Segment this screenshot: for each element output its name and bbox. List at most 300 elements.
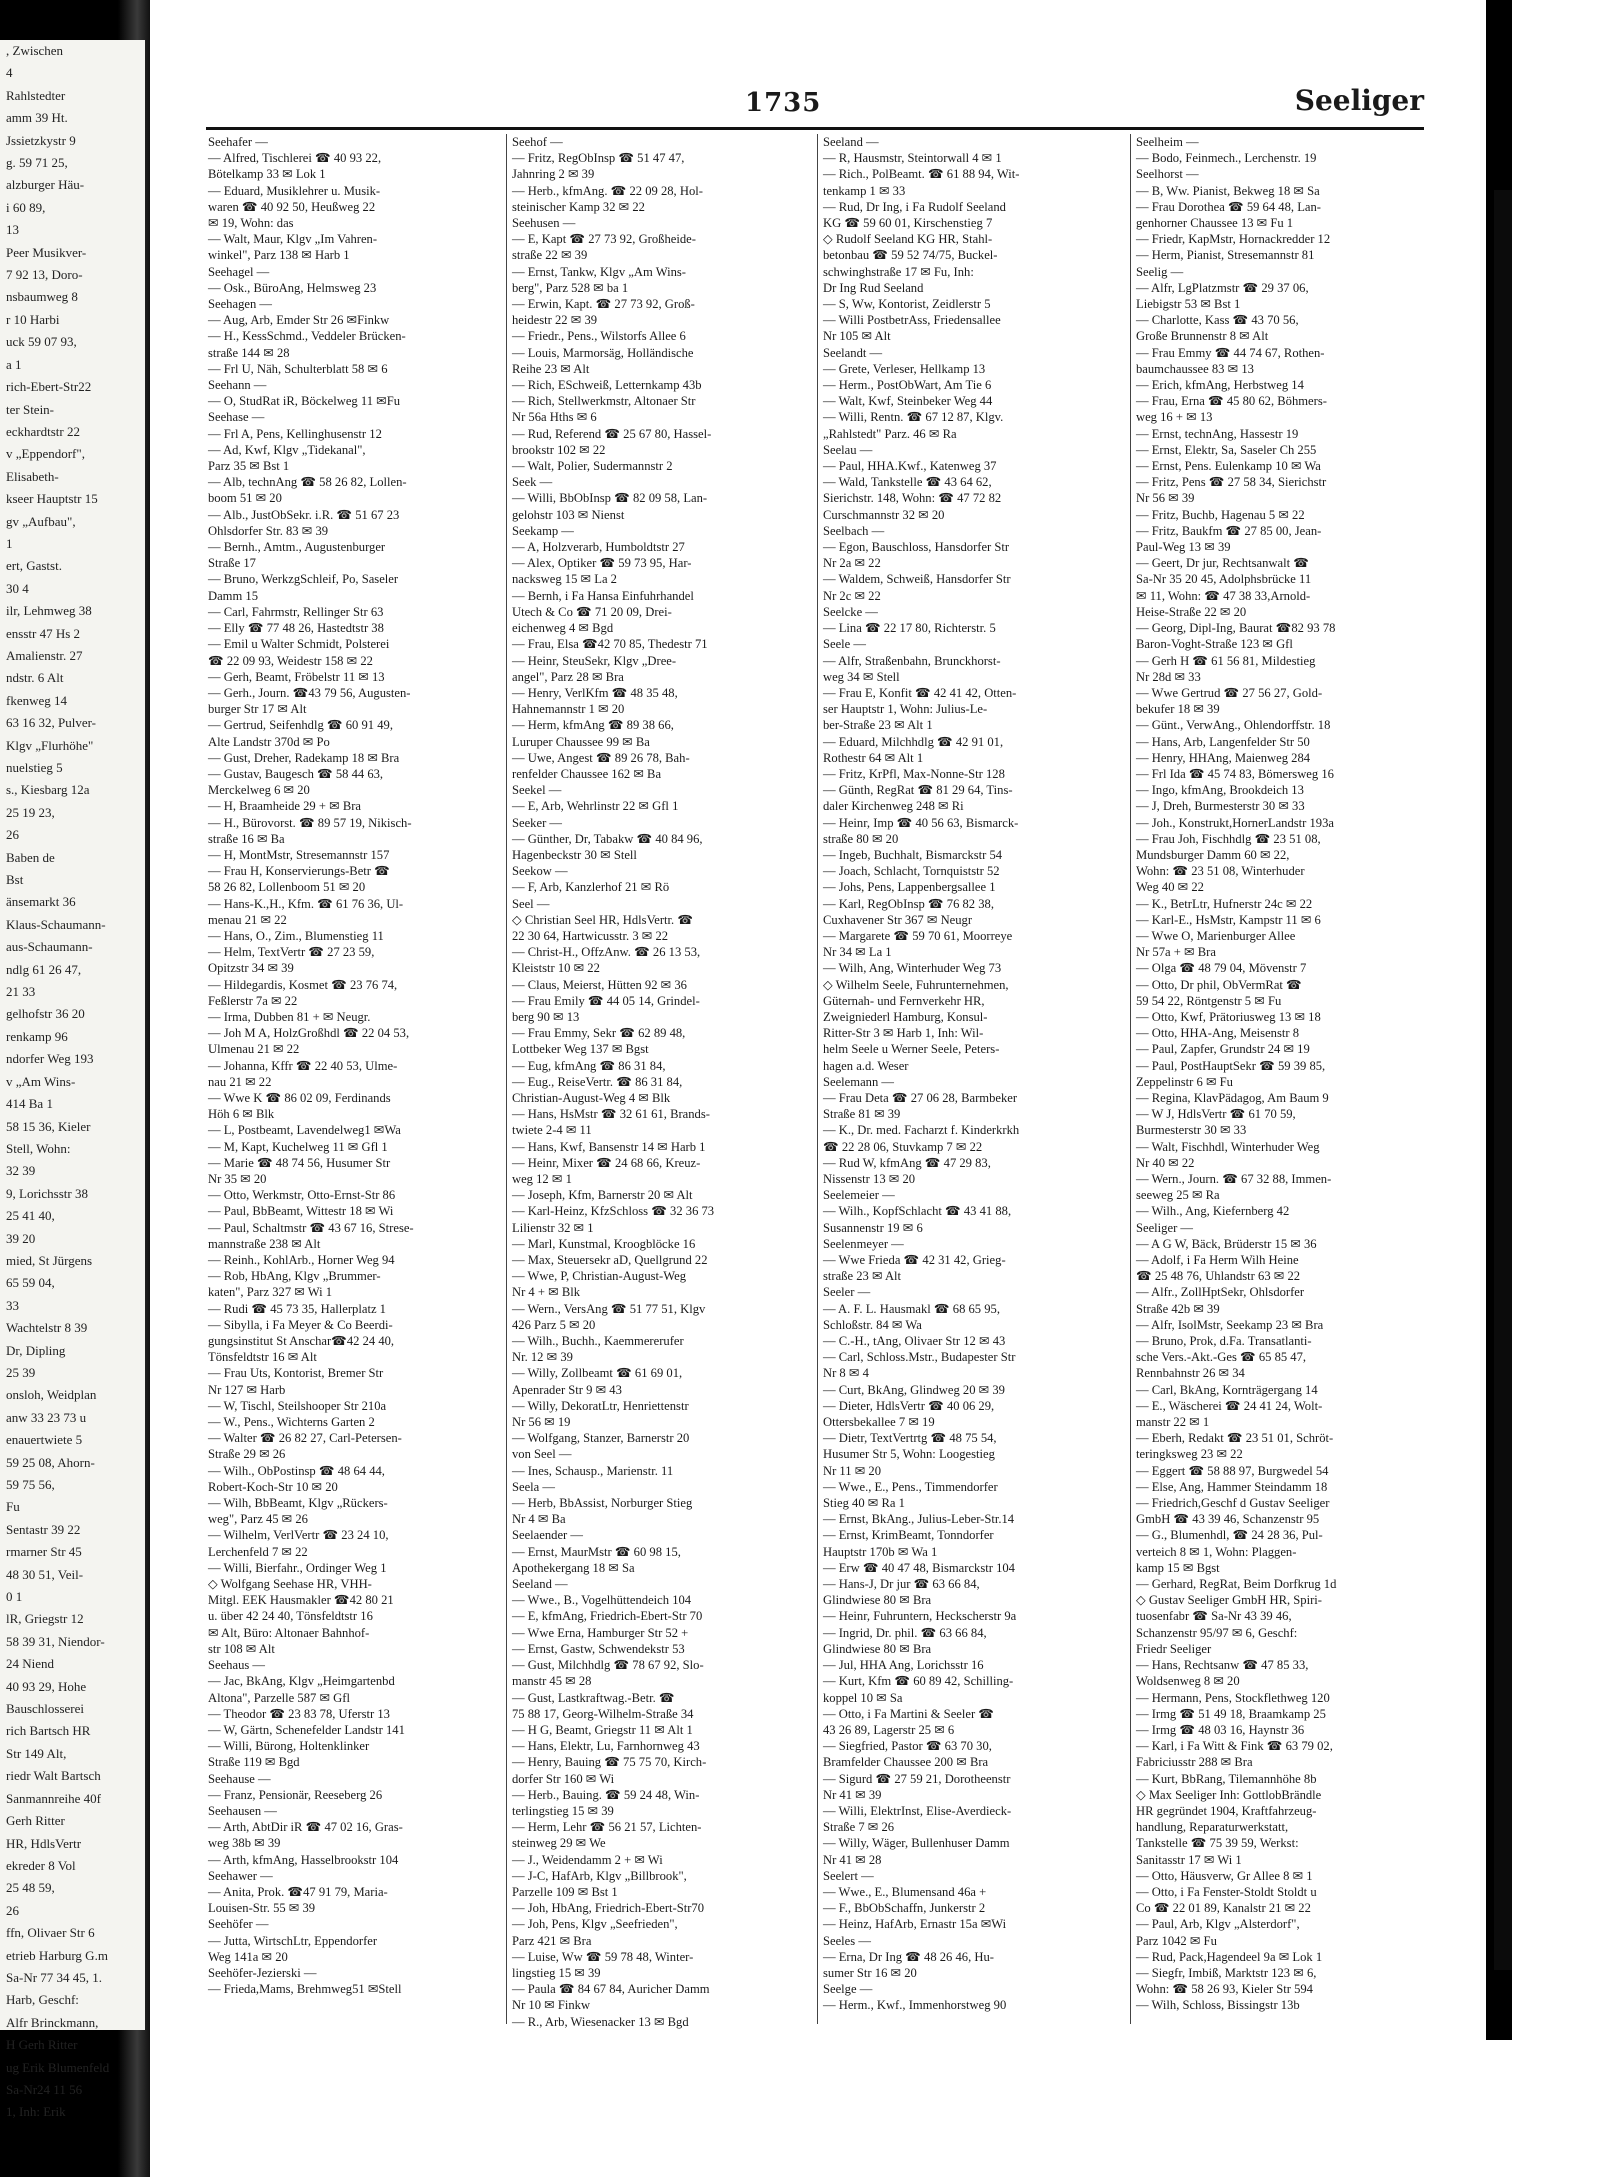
directory-entry: — Marie ☎ 48 74 56, Husumer Str — [208, 1155, 391, 1170]
fragment-line: gelhofstr 36 20 — [6, 1006, 85, 1022]
directory-entry: — E, kfmAng, Friedrich-Ebert-Str 70 — [512, 1609, 703, 1624]
directory-entry: — E, Kapt ☎ 27 73 92, Großheide- — [512, 232, 696, 247]
column-1 — [208, 134, 500, 2024]
fragment-line: amm 39 Ht. — [6, 110, 68, 126]
directory-entry: — Hildegardis, Kosmet ☎ 23 76 74, — [208, 977, 398, 992]
directory-entry: Tankstelle ☎ 75 39 59, Werkst: — [1136, 1836, 1299, 1851]
directory-entry: — Ingeb, Buchhalt, Bismarckstr 54 — [823, 847, 1003, 862]
directory-entry: 75 88 17, Georg-Wilhelm-Straße 34 — [512, 1706, 694, 1721]
fragment-line: 63 16 32, Pulver- — [6, 715, 97, 731]
fragment-line: 26 — [6, 827, 19, 843]
directory-entry: Utech & Co ☎ 71 20 09, Drei- — [512, 604, 672, 619]
directory-entry: straße 80 ✉ 20 — [823, 831, 899, 846]
fragment-line: HR, HdlsVertr — [6, 1835, 82, 1851]
fragment-line: 24 Niend — [6, 1656, 55, 1672]
directory-entry: — Wwe Erna, Hamburger Str 52 + — [512, 1625, 689, 1640]
directory-entry: — Herm, Pianist, Stresemannstr 81 — [1136, 248, 1315, 263]
fragment-line: Klgv „Flurhöhe" — [6, 737, 94, 753]
fragment-line: Sanmannreihe 40f — [6, 1790, 101, 1806]
directory-entry: Große Brunnenstr 8 ✉ Alt — [1136, 329, 1269, 344]
directory-entry: — Dieter, HdlsVertr ☎ 40 06 29, — [823, 1398, 995, 1413]
directory-entry: Seele — — [823, 637, 867, 652]
page-number: 1735 — [745, 88, 822, 118]
directory-entry: — Wald, Tankstelle ☎ 43 64 62, — [823, 475, 992, 490]
directory-entry: Seelhorst — — [1136, 167, 1199, 182]
scan-right-edge — [1486, 0, 1600, 2177]
directory-entry: — Heinz, HafArb, Ernastr 15a ✉Wi — [823, 1917, 1007, 1932]
directory-entry: Parzelle 109 ✉ Bst 1 — [512, 1884, 618, 1899]
fragment-line: Str 149 Alt, — [6, 1745, 67, 1761]
fragment-line: Fu — [6, 1499, 20, 1515]
directory-entry: Lottbeker Weg 137 ✉ Bgst — [512, 1042, 649, 1057]
fragment-line: 40 93 29, Hohe — [6, 1678, 87, 1694]
directory-entry: ✉ 19, Wohn: das — [208, 216, 294, 231]
fragment-line: rich-Ebert-Str22 — [6, 379, 92, 395]
directory-entry: — Claus, Meierst, Hütten 92 ✉ 36 — [512, 977, 687, 992]
fragment-line: mied, St Jürgens — [6, 1252, 93, 1268]
directory-entry: — Franz, Pensionär, Reeseberg 26 — [208, 1787, 383, 1802]
directory-entry: Seehöfer-Jezierski — — [208, 1965, 317, 1980]
directory-entry: — Carl, BkAng, Kornträgergang 14 — [1136, 1382, 1318, 1397]
directory-entry: — Wilh., KopfSchlacht ☎ 43 41 88, — [823, 1204, 1012, 1219]
directory-entry: — Uwe, Angest ☎ 89 26 78, Bah- — [512, 750, 690, 765]
fragment-line: r 10 Harbi — [6, 311, 60, 327]
directory-entry: — Alb., JustObSekr. i.R. ☎ 51 67 23 — [208, 507, 400, 522]
directory-entry: — Rud, Dr Ing, i Fa Rudolf Seeland — [823, 199, 1006, 214]
fragment-line: Bauschlosserei — [6, 1701, 84, 1717]
directory-entry: — Arth, kfmAng, Hasselbrookstr 104 — [208, 1852, 399, 1867]
directory-entry: Höh 6 ✉ Blk — [208, 1107, 275, 1122]
directory-entry: hagen a.d. Weser — [823, 1058, 909, 1073]
directory-entry: — Frau Emmy ☎ 44 74 67, Rothen- — [1136, 345, 1325, 360]
fragment-line: änsemarkt 36 — [6, 894, 76, 910]
directory-entry: — Wwe Gertrud ☎ 27 56 27, Gold- — [1136, 685, 1323, 700]
directory-entry: — Gerhard, RegRat, Beim Dorfkrug 1d — [1136, 1577, 1337, 1592]
directory-entry: — Wwe., E., Pens., Timmendorfer — [823, 1479, 998, 1494]
directory-entry: ✉ 11, Wohn: ☎ 47 38 33,Arnold- — [1136, 588, 1311, 603]
directory-entry: — Rud, Referend ☎ 25 67 80, Hassel- — [512, 426, 712, 441]
directory-entry: Seeker — — [512, 815, 563, 830]
directory-entry: — Karl, RegObInsp ☎ 76 82 38, — [823, 896, 994, 911]
directory-entry: Seelaender — — [512, 1528, 583, 1543]
directory-entry: — Emil u Walter Schmidt, Polsterei — [208, 637, 390, 652]
directory-entry: Seehof — — [512, 135, 563, 149]
directory-entry: — Henry, VerlKfm ☎ 48 35 48, — [512, 685, 678, 700]
directory-entry: Woldsenweg 8 ✉ 20 — [1136, 1674, 1240, 1689]
fragment-line: Elisabeth- — [6, 468, 59, 484]
directory-entry: — Aug, Arb, Emder Str 26 ✉Finkw — [208, 313, 390, 328]
fragment-line: v „Eppendorf", — [6, 446, 85, 462]
directory-entry: Parz 1042 ✉ Fu — [1136, 1933, 1217, 1948]
directory-entry: — Hans, HsMstr ☎ 32 61 61, Brands- — [512, 1107, 710, 1122]
directory-entry: — Rud, Pack,Hagendeel 9a ✉ Lok 1 — [1136, 1949, 1323, 1964]
directory-entry: — Ines, Schausp., Marienstr. 11 — [512, 1463, 674, 1478]
directory-entry: — Hans, Elektr, Lu, Farnhornweg 43 — [512, 1739, 700, 1754]
directory-entry: — Wwe O, Marienburger Allee — [1136, 928, 1296, 943]
directory-entry: — Wilhelm, VerlVertr ☎ 23 24 10, — [208, 1528, 389, 1543]
directory-entry: Glindwiese 80 ✉ Bra — [823, 1641, 932, 1656]
directory-entry: Seekel — — [512, 783, 562, 798]
directory-entry: Nr 127 ✉ Harb — [208, 1382, 286, 1397]
directory-entry: — Otto, i Fa Martini & Seeler ☎ — [823, 1706, 994, 1721]
directory-entry: Seehusen — — [512, 216, 576, 231]
directory-entry: — Herm., PostObWart, Am Tie 6 — [823, 378, 992, 393]
directory-entry: Feßlerstr 7a ✉ 22 — [208, 993, 298, 1008]
directory-entry: — Frau Joh, Fischhdlg ☎ 23 51 08, — [1136, 831, 1321, 846]
directory-entry: Nr 56 ✉ 39 — [1136, 491, 1195, 506]
directory-entry: Seelert — — [823, 1868, 874, 1883]
fragment-line: ter Stein- — [6, 401, 55, 417]
directory-entry: — Heinr, SteuSekr, Klgv „Dree- — [512, 653, 677, 668]
directory-entry: Seeland — — [823, 135, 879, 149]
directory-entry: Seehausen — — [208, 1803, 277, 1818]
directory-entry: Nr 4 + ✉ Blk — [512, 1285, 581, 1300]
directory-entry: winkel", Parz 138 ✉ Harb 1 — [208, 248, 350, 263]
directory-entry: Ottersbekallee 7 ✉ 19 — [823, 1415, 935, 1430]
directory-entry: Sa-Nr 35 20 45, Adolphsbrücke 11 — [1136, 572, 1312, 587]
fragment-line: onsloh, Weidplan — [6, 1387, 97, 1403]
fragment-line: eckhardtstr 22 — [6, 423, 81, 439]
directory-entry: — Kurt, Kfm ☎ 60 89 42, Schilling- — [823, 1674, 1014, 1689]
column-divider — [817, 134, 818, 2024]
directory-entry: — Bodo, Feinmech., Lerchenstr. 19 — [1136, 151, 1317, 166]
directory-entry: — K., BetrLtr, Hufnerstr 24c ✉ 22 — [1136, 896, 1313, 911]
fragment-line: ensstr 47 Hs 2 — [6, 625, 81, 641]
directory-entry: — Karl, i Fa Witt & Fink ☎ 63 79 02, — [1136, 1739, 1333, 1754]
directory-entry: — Willy, Wäger, Bullenhuser Damm — [823, 1836, 1010, 1851]
directory-entry: — Eduard, Musiklehrer u. Musik- — [208, 183, 381, 198]
directory-entry: Apothekergang 18 ✉ Sa — [512, 1560, 635, 1575]
directory-entry: — Eggert ☎ 58 88 97, Burgwedel 54 — [1136, 1463, 1329, 1478]
directory-entry: Seelbach — — [823, 523, 885, 538]
directory-entry: — Reinh., KohlArb., Horner Weg 94 — [208, 1253, 395, 1268]
directory-entry: Nr 40 ✉ 22 — [1136, 1155, 1195, 1170]
fragment-line: aus-Schaumann- — [6, 939, 93, 955]
directory-entry: bekufer 18 ✉ 39 — [1136, 702, 1220, 717]
directory-entry: — Wern., Journ. ☎ 67 32 88, Immen- — [1136, 1172, 1332, 1186]
directory-entry: — Bruno, WerkzgSchleif, Po, Saseler — [208, 572, 399, 587]
directory-entry: Wohn: ☎ 23 51 08, Winterhuder — [1136, 864, 1305, 879]
fragment-line: gv „Aufbau", — [6, 513, 76, 529]
directory-entry: — Waldem, Schweiß, Hansdorfer Str — [823, 572, 1011, 587]
directory-entry: — Hans-J, Dr jur ☎ 63 66 84, — [823, 1577, 980, 1592]
directory-entry: — Erna, Dr Ing ☎ 48 26 46, Hu- — [823, 1949, 994, 1964]
fragment-line: riedr Walt Bartsch — [6, 1768, 101, 1784]
fragment-line: 25 39 — [6, 1364, 36, 1380]
directory-entry: — Walt, Kwf, Steinbeker Weg 44 — [823, 394, 993, 409]
directory-entry: — Hans-K.,H., Kfm. ☎ 61 76 36, Ul- — [208, 896, 404, 911]
fragment-line: ekreder 8 Vol — [6, 1857, 76, 1873]
directory-entry: — H., KessSchmd., Veddeler Brücken- — [208, 329, 406, 344]
fragment-line: 39 20 — [6, 1230, 36, 1246]
fragment-line: Sentastr 39 22 — [6, 1521, 81, 1537]
directory-entry: straße 22 ✉ 39 — [512, 248, 588, 263]
directory-entry: — Johs, Pens, Lappenbergsallee 1 — [823, 880, 996, 895]
directory-entry: — Wilh, Schloss, Bissingstr 13b — [1136, 1998, 1300, 2013]
directory-entry: mannstraße 238 ✉ Alt — [208, 1236, 321, 1251]
directory-entry: — Friedr., Pens., Wilstorfs Allee 6 — [512, 329, 686, 344]
fragment-line: 33 — [6, 1297, 19, 1313]
directory-entry: — Hermann, Pens, Stockflethweg 120 — [1136, 1690, 1330, 1705]
directory-entry: Zweigniederl Hamburg, Konsul- — [823, 1009, 988, 1024]
directory-entry: Robert-Koch-Str 10 ✉ 20 — [208, 1479, 338, 1494]
directory-entry: — M, Kapt, Kuchelweg 11 ✉ Gfl 1 — [208, 1139, 388, 1154]
directory-entry: — Ernst, technAng, Hassestr 19 — [1136, 426, 1299, 441]
directory-entry: — Rob, HbAng, Klgv „Brummer- — [208, 1269, 381, 1284]
directory-entry: — Friedrich,Geschf d Gustav Seeliger — [1136, 1496, 1330, 1511]
directory-entry: — H, MontMstr, Stresemannstr 157 — [208, 847, 390, 862]
directory-entry: — W, Gärtn, Schenefelder Landstr 141 — [208, 1722, 405, 1737]
directory-entry: berg", Parz 528 ✉ ba 1 — [512, 280, 629, 295]
fragment-line: ilr, Lehmweg 38 — [6, 603, 92, 619]
directory-entry: — W J, HdlsVertr ☎ 61 70 59, — [1136, 1107, 1296, 1122]
fragment-line: 9, Lorichsstr 38 — [6, 1185, 88, 1201]
directory-entry: Seeland — — [512, 1577, 568, 1592]
directory-entry: Burmesterstr 30 ✉ 33 — [1136, 1123, 1247, 1138]
directory-entry: — Georg, Dipl-Ing, Baurat ☎82 93 78 — [1136, 621, 1336, 636]
fragment-line: Sa-Nr 77 34 45, 1. — [6, 1969, 103, 1985]
directory-entry: — Paul, HHA.Kwf., Katenweg 37 — [823, 459, 997, 474]
fragment-line: , Zwischen — [6, 43, 64, 58]
fragment-line: rich Bartsch HR — [6, 1723, 91, 1739]
directory-entry: — Geert, Dr jur, Rechtsanwalt ☎ — [1136, 556, 1309, 571]
directory-entry: Seehagen — — [208, 297, 272, 312]
directory-entry: — Alex, Optiker ☎ 59 73 95, Har- — [512, 556, 692, 571]
fragment-line: Bst — [6, 872, 24, 888]
directory-entry: — Johanna, Kffr ☎ 22 40 53, Ulme- — [208, 1058, 398, 1073]
directory-entry: — Luise, Ww ☎ 59 78 48, Winter- — [512, 1949, 694, 1964]
directory-entry: Straße 81 ✉ 39 — [823, 1107, 901, 1122]
column-divider — [1130, 134, 1131, 2024]
directory-entry: Nr 41 ✉ 39 — [823, 1787, 882, 1802]
directory-entry: Louisen-Str. 55 ✉ 39 — [208, 1901, 316, 1916]
directory-entry: — Alfr., ZollHptSekr, Ohlsdorfer — [1136, 1285, 1305, 1300]
directory-entry: — Lina ☎ 22 17 80, Richterstr. 5 — [823, 621, 996, 636]
directory-entry: angel", Parz 28 ✉ Bra — [512, 669, 624, 684]
directory-entry: Dr Ing Rud Seeland — [823, 280, 924, 295]
directory-entry: Seehann — — [208, 378, 267, 393]
fragment-line: ffn, Olivaer Str 6 — [6, 1925, 95, 1941]
directory-entry: Jahnring 2 ✉ 39 — [512, 167, 595, 182]
directory-entry: Reihe 23 ✉ Alt — [512, 361, 590, 376]
directory-entry: eichenweg 4 ✉ Bgd — [512, 621, 614, 636]
directory-entry: — Walt, Maur, Klgv „Im Vahren- — [208, 232, 378, 247]
directory-entry: — Ingrid, Dr. phil. ☎ 63 66 84, — [823, 1625, 987, 1640]
directory-entry: — Helm, TextVertr ☎ 27 23 59, — [208, 945, 375, 960]
directory-entry: — Willy, Zollbeamt ☎ 61 69 01, — [512, 1366, 683, 1381]
directory-entry: ◇ Christian Seel HR, HdlsVertr. ☎ — [512, 912, 694, 927]
directory-entry: — Alfr, Straßenbahn, Brunckhorst- — [823, 653, 1001, 668]
directory-entry: ◇ Rudolf Seeland KG HR, Stahl- — [823, 232, 993, 247]
directory-entry: Nissenstr 13 ✉ 20 — [823, 1172, 916, 1186]
directory-entry: renfelder Chaussee 162 ✉ Ba — [512, 766, 662, 781]
directory-entry: — Ernst, Pens. Eulenkamp 10 ✉ Wa — [1136, 459, 1321, 474]
fragment-line: 26 — [6, 1902, 19, 1918]
directory-entry: Fabriciusstr 288 ✉ Bra — [1136, 1755, 1253, 1770]
directory-entry: Sierichstr. 148, Wohn: ☎ 47 72 82 — [823, 491, 1002, 506]
fragment-line: nuelstieg 5 — [6, 760, 63, 775]
directory-entry: — Elly ☎ 77 48 26, Hastedtstr 38 — [208, 621, 384, 636]
fragment-line: 7 92 13, Doro- — [6, 267, 83, 283]
directory-entry: — Anita, Prok. ☎47 91 79, Maria- — [208, 1884, 388, 1899]
directory-entry: — Friedr, KapMstr, Hornackredder 12 — [1136, 232, 1331, 247]
directory-entry: — Alb, technAng ☎ 58 26 82, Lollen- — [208, 475, 407, 490]
directory-entry: — Else, Ang, Hammer Steindamm 18 — [1136, 1479, 1328, 1494]
directory-entry: — Karl-Heinz, KfzSchloss ☎ 32 36 73 — [512, 1204, 715, 1219]
directory-entry: Seehause — — [208, 1771, 271, 1786]
directory-entry: — Otto, Dr phil, ObVermRat ☎ — [1136, 977, 1302, 992]
directory-entry: — Otto, HHA-Ang, Meisenstr 8 — [1136, 1026, 1300, 1041]
directory-entry: — Gust, Milchhdlg ☎ 78 67 92, Slo- — [512, 1658, 704, 1673]
directory-entry: — Fritz, KrPfl, Max-Nonne-Str 128 — [823, 766, 1005, 781]
directory-entry: — Eduard, Milchhdlg ☎ 42 91 01, — [823, 734, 1004, 749]
directory-entry: — Joach, Schlacht, Tornquiststr 52 — [823, 864, 1000, 879]
directory-entry: — Olga ☎ 48 79 04, Mövenstr 7 — [1136, 961, 1307, 976]
directory-entry: Nr 28d ✉ 33 — [1136, 669, 1201, 684]
directory-entry: Seeles — — [823, 1933, 871, 1948]
fragment-line: rmarner Str 45 — [6, 1544, 82, 1560]
directory-entry: straße 16 ✉ Ba — [208, 831, 285, 846]
fragment-line: 59 25 08, Ahorn- — [6, 1454, 95, 1470]
directory-entry: — E., Wäscherei ☎ 24 41 24, Wolt- — [1136, 1398, 1323, 1413]
directory-entry: — Eberh, Redakt ☎ 23 51 01, Schröt- — [1136, 1431, 1334, 1446]
directory-entry: — Ernst, MaurMstr ☎ 60 98 15, — [512, 1544, 681, 1559]
directory-entry: — Willi, Bierfahr., Ordinger Weg 1 — [208, 1560, 387, 1575]
directory-entry: weg", Parz 45 ✉ 26 — [208, 1512, 308, 1527]
directory-entry: ber-Straße 23 ✉ Alt 1 — [823, 718, 933, 733]
directory-entry: Rennbahnstr 26 ✉ 34 — [1136, 1366, 1245, 1381]
directory-entry: — Willi PostbetrAss, Friedensallee — [823, 313, 1001, 328]
directory-entry: Nr 57a + ✉ Bra — [1136, 945, 1216, 960]
directory-entry: — Wilh, Ang, Winterhuder Weg 73 — [823, 961, 1002, 976]
fragment-line: 25 41 40, — [6, 1208, 55, 1224]
directory-entry: Seek — — [512, 475, 553, 490]
directory-entry: — Walter ☎ 26 82 27, Carl-Petersen- — [208, 1431, 402, 1446]
directory-entry: — Günth, RegRat ☎ 81 29 64, Tins- — [823, 783, 1013, 798]
directory-entry: — E, Arb, Wehrlinstr 22 ✉ Gfl 1 — [512, 799, 679, 814]
directory-entry: — Frau Uts, Kontorist, Bremer Str — [208, 1366, 384, 1381]
directory-entry: — Hans, Rechtsanw ☎ 47 85 33, — [1136, 1658, 1309, 1673]
directory-entry: Nr 2a ✉ 22 — [823, 556, 881, 571]
directory-entry: — F, Arb, Kanzlerhof 21 ✉ Rö — [512, 880, 670, 895]
directory-entry: — Herm, kfmAng ☎ 89 38 66, — [512, 718, 674, 733]
directory-entry: Kleiststr 10 ✉ 22 — [512, 961, 600, 976]
directory-entry: twiete 2-4 ✉ 11 — [512, 1123, 592, 1138]
directory-entry: — Eug., ReiseVertr. ☎ 86 31 84, — [512, 1074, 683, 1089]
fragment-line: Baben de — [6, 849, 55, 865]
directory-entry: Seelheim — — [1136, 135, 1199, 149]
fragment-line: Sa-Nr24 11 56 — [6, 2081, 83, 2097]
directory-entry: — Otto, i Fa Fenster-Stoldt Stoldt u — [1136, 1884, 1317, 1899]
directory-entry: Tönsfeldtstr 16 ✉ Alt — [208, 1350, 317, 1365]
directory-entry: — L, Postbeamt, Lavendelweg1 ✉Wa — [208, 1123, 401, 1138]
directory-entry: — Rich, Stellwerkmstr, Altonaer Str — [512, 394, 696, 409]
fragment-line: fkenweg 14 — [6, 692, 68, 708]
directory-entry: — Ad, Kwf, Klgv „Tidekanal", — [208, 442, 366, 457]
fragment-line: Gerh Ritter — [6, 1813, 65, 1829]
directory-entry: Seelenmeyer — — [823, 1236, 904, 1251]
directory-entry: Parz 421 ✉ Bra — [512, 1933, 592, 1948]
directory-entry: Parz 35 ✉ Bst 1 — [208, 459, 290, 474]
directory-entry: HR gegründet 1904, Kraftfahrzeug- — [1136, 1803, 1317, 1818]
directory-entry: — Wwe, P, Christian-August-Weg — [512, 1269, 686, 1284]
directory-entry: Nr 56a Hths ✉ 6 — [512, 410, 597, 425]
directory-entry: Nr 35 ✉ 20 — [208, 1172, 267, 1186]
directory-entry: Paul-Weg 13 ✉ 39 — [1136, 540, 1231, 555]
directory-entry: — Herb., kfmAng. ☎ 22 09 28, Hol- — [512, 183, 703, 198]
directory-entry: — Hans, Kwf, Bansenstr 14 ✉ Harb 1 — [512, 1139, 706, 1154]
directory-entry: — W., Pens., Wichterns Garten 2 — [208, 1415, 375, 1430]
directory-entry: katen", Parz 327 ✉ Wi 1 — [208, 1285, 333, 1300]
directory-entry: — R, Hausmstr, Steintorwall 4 ✉ 1 — [823, 151, 1002, 166]
directory-entry: — Rud W, kfmAng ☎ 47 29 83, — [823, 1155, 991, 1170]
fragment-line: 4 — [6, 65, 13, 81]
directory-entry: Seehawer — — [208, 1868, 273, 1883]
directory-entry: seeweg 25 ✉ Ra — [1136, 1188, 1220, 1203]
directory-entry: baumchaussee 83 ✉ 13 — [1136, 361, 1254, 376]
directory-entry: — Kurt, BbRang, Tilemannhöhe 8b — [1136, 1771, 1317, 1786]
fragment-line: 25 48 59, — [6, 1880, 55, 1896]
directory-entry: — Fritz, Pens ☎ 27 58 34, Sierichstr — [1136, 475, 1327, 490]
directory-entry: kamp 15 ✉ Bgst — [1136, 1560, 1220, 1575]
directory-entry: Nr 2c ✉ 22 — [823, 588, 881, 603]
column-2 — [512, 134, 810, 2029]
fragment-line: ndorfer Weg 193 — [6, 1051, 94, 1067]
directory-entry: Seehöfer — — [208, 1917, 269, 1932]
directory-entry: Weg 141a ✉ 20 — [208, 1949, 288, 1964]
directory-entry: — Frl A, Pens, Kellinghusenstr 12 — [208, 426, 382, 441]
directory-entry: Straße 17 — [208, 556, 256, 571]
directory-entry: betonbau ☎ 59 52 74/75, Buckel- — [823, 248, 998, 263]
directory-entry: — Wern., VersAng ☎ 51 77 51, Klgv — [512, 1301, 706, 1316]
directory-entry: Nr 4 ✉ Ba — [512, 1512, 566, 1527]
directory-entry: — Adolf, i Fa Herm Wilh Heine — [1136, 1253, 1299, 1268]
directory-entry: terlingstieg 15 ✉ 39 — [512, 1803, 614, 1818]
fragment-line: Amalienstr. 27 — [6, 647, 83, 663]
directory-entry: Nr 11 ✉ 20 — [823, 1463, 882, 1478]
directory-entry: — Max, Steuersekr aD, Quellgrund 22 — [512, 1253, 708, 1268]
directory-entry: schwinghstraße 17 ✉ Fu, Inh: — [823, 264, 974, 279]
directory-entry: — Christ-H., OffzAnw. ☎ 26 13 53, — [512, 945, 701, 960]
directory-entry: — Wwe Frieda ☎ 42 31 42, Grieg- — [823, 1253, 1006, 1268]
directory-entry: — G., Blumenhdl, ☎ 24 28 36, Pul- — [1136, 1528, 1323, 1543]
directory-entry: Rothestr 64 ✉ Alt 1 — [823, 750, 924, 765]
directory-entry: — Ernst, BkAng., Julius-Leber-Str.14 — [823, 1512, 1015, 1527]
directory-entry: — Wolfgang, Stanzer, Barnerstr 20 — [512, 1431, 690, 1446]
fragment-line: 21 33 — [6, 984, 36, 1000]
directory-entry: Seelemann — — [823, 1074, 894, 1089]
directory-entry: — Frieda,Mams, Brehmweg51 ✉Stell — [208, 1982, 402, 1997]
directory-entry: lingstieg 15 ✉ 39 — [512, 1965, 601, 1980]
directory-entry: — Grete, Verleser, Hellkamp 13 — [823, 361, 986, 376]
directory-entry: — Gustav, Baugesch ☎ 58 44 63, — [208, 766, 384, 781]
directory-entry: 426 Parz 5 ✉ 20 — [512, 1317, 596, 1332]
directory-entry: — Willi, BbObInsp ☎ 82 09 58, Lan- — [512, 491, 708, 506]
directory-entry: Wohn: ☎ 58 26 93, Kieler Str 594 — [1136, 1982, 1313, 1997]
directory-entry: Husumer Str 5, Wohn: Loogestieg — [823, 1447, 995, 1462]
directory-entry: — F., BbObSchaffn, Junkerstr 2 — [823, 1901, 986, 1916]
fragment-line: Harb, Geschf: — [6, 1992, 79, 2008]
fragment-line: 30 4 — [6, 580, 29, 596]
directory-entry: — Joh., Konstrukt,HornerLandstr 193a — [1136, 815, 1334, 830]
directory-entry: — J-C, HafArb, Klgv „Billbrook", — [512, 1868, 687, 1883]
directory-entry: Nr 34 ✉ La 1 — [823, 945, 892, 960]
fragment-line: 32 39 — [6, 1163, 36, 1179]
directory-entry: — Ernst, Gastw, Schwendekstr 53 — [512, 1641, 685, 1656]
directory-entry: Luruper Chaussee 99 ✉ Ba — [512, 734, 650, 749]
directory-entry: Cuxhavener Str 367 ✉ Neugr — [823, 912, 973, 927]
directory-entry: Seehaus — — [208, 1658, 266, 1673]
